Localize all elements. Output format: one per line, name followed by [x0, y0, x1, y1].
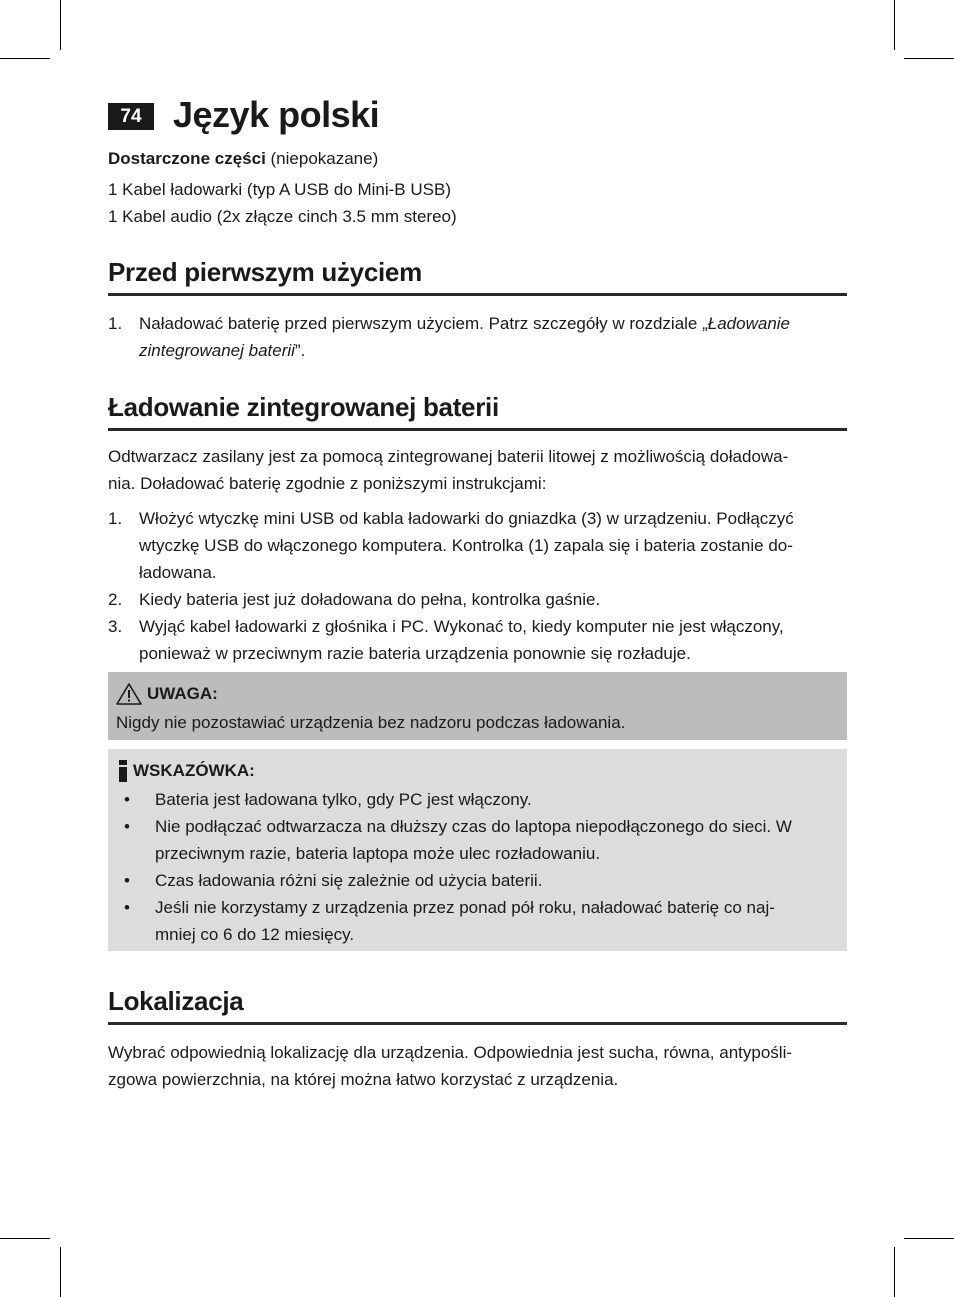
- crop-mark: [904, 58, 954, 59]
- warning-box: [108, 672, 847, 740]
- list-item: [108, 310, 847, 364]
- hint-item-line: Jeśli nie korzystamy z urządzenia przez ponad pół roku, naładować baterię co naj-: [155, 898, 775, 917]
- warning-text: Nigdy nie pozostawiać urządzenia bez nadzoru podczas ładowania.: [116, 713, 626, 732]
- list-item: [108, 613, 847, 667]
- hint-heading: [116, 757, 841, 784]
- hint-list-item: [116, 894, 841, 948]
- hint-box: [108, 749, 847, 951]
- list-number: 1.: [108, 314, 123, 333]
- list-item-line: Włożyć wtyczkę mini USB od kabla ładowarki do gniazdka (3) w urządzeniu. Podłączyć: [139, 509, 794, 528]
- list-number: 3.: [108, 617, 123, 636]
- paragraph-line: nia. Doładować baterię zgodnie z poniższymi instrukcjami:: [108, 474, 547, 493]
- hint-list-item: [116, 813, 841, 867]
- hint-list-item: [116, 786, 841, 813]
- list-item-line: Wyjąć kabel ładowarki z głośnika i PC. Wykonać to, kiedy komputer nie jest włączony,: [139, 617, 784, 636]
- warning-triangle-icon: [116, 683, 142, 705]
- list-item-line: wtyczkę USB do włączonego komputera. Kontrolka (1) zapala się i bateria zostanie do-: [139, 536, 793, 555]
- section-title-before-use: Przed pierwszym użyciem: [108, 255, 847, 296]
- supplied-part-item: 1 Kabel ładowarki (typ A USB do Mini-B USB): [108, 180, 451, 199]
- paragraph-line: zgowa powierzchnia, na której można łatwo korzystać z urządzenia.: [108, 1070, 619, 1089]
- hint-item-line: Czas ładowania różni się zależnie od użycia baterii.: [155, 871, 543, 890]
- supplied-parts-heading: [108, 145, 847, 172]
- list-number: 2.: [108, 590, 123, 609]
- crop-mark: [0, 58, 50, 59]
- supplied-parts: [108, 145, 847, 230]
- supplied-part-item: 1 Kabel audio (2x złącze cinch 3.5 mm stereo): [108, 207, 457, 226]
- crop-mark: [60, 0, 61, 50]
- list-item-line: [139, 337, 847, 364]
- location-body: [108, 1039, 847, 1093]
- hint-item-line: mniej co 6 do 12 miesięcy.: [155, 925, 355, 944]
- crop-mark: [894, 0, 895, 50]
- hint-item-line: Bateria jest ładowana tylko, gdy PC jest włączony.: [155, 790, 532, 809]
- list-item-line: [139, 310, 847, 337]
- info-icon: [116, 759, 130, 783]
- warning-heading: [116, 680, 841, 707]
- before-use-list: [108, 310, 847, 364]
- supplied-parts-heading-note: (niepokazane): [265, 149, 379, 168]
- list-number: 1.: [108, 509, 123, 528]
- hint-item-line: Nie podłączać odtwarzacza na dłuższy czas do laptopa niepodłączonego do sieci. W: [155, 817, 792, 836]
- hint-list-item: [116, 867, 841, 894]
- bullet-marker: •: [124, 817, 130, 836]
- bullet-marker: •: [124, 898, 130, 917]
- bullet-marker: •: [124, 871, 130, 890]
- hint-item-line: przeciwnym razie, bateria laptopa może ulec rozładowaniu.: [155, 844, 601, 863]
- list-item-line: Kiedy bateria jest już doładowana do pełna, kontrolka gaśnie.: [139, 590, 601, 609]
- page-title: Język polski: [173, 94, 380, 135]
- crop-mark: [0, 1238, 50, 1239]
- crop-mark: [894, 1247, 895, 1297]
- hint-label: WSKAZÓWKA:: [133, 761, 255, 780]
- section-title-charging: Ładowanie zintegrowanej baterii: [108, 390, 847, 431]
- warning-label: UWAGA:: [147, 684, 218, 703]
- page-number: 74: [108, 103, 154, 130]
- crop-mark: [60, 1247, 61, 1297]
- section-title-location: Lokalizacja: [108, 984, 847, 1025]
- crop-mark: [904, 1238, 954, 1239]
- list-item: [108, 586, 847, 613]
- paragraph-line: Wybrać odpowiednią lokalizację dla urządzenia. Odpowiednia jest sucha, równa, antypośli-: [108, 1043, 793, 1062]
- list-item-text: ”.: [294, 341, 306, 360]
- list-item-text: Naładować baterię przed pierwszym użyciem. Patrz szczegóły w rozdziale „: [139, 314, 708, 333]
- bullet-marker: •: [124, 790, 130, 809]
- supplied-parts-heading-bold: Dostarczone części: [108, 149, 266, 168]
- list-item-line: ponieważ w przeciwnym razie bateria urządzenia ponownie się rozładuje.: [139, 644, 691, 663]
- list-item-line: ładowana.: [139, 563, 217, 582]
- chapter-reference: Ładowanie: [707, 314, 791, 333]
- paragraph-line: Odtwarzacz zasilany jest za pomocą zintegrowanej baterii litowej z możliwością doładowa-: [108, 447, 789, 466]
- list-item: [108, 505, 847, 586]
- chapter-reference: zintegrowanej baterii: [139, 341, 295, 360]
- charging-body: [108, 443, 847, 667]
